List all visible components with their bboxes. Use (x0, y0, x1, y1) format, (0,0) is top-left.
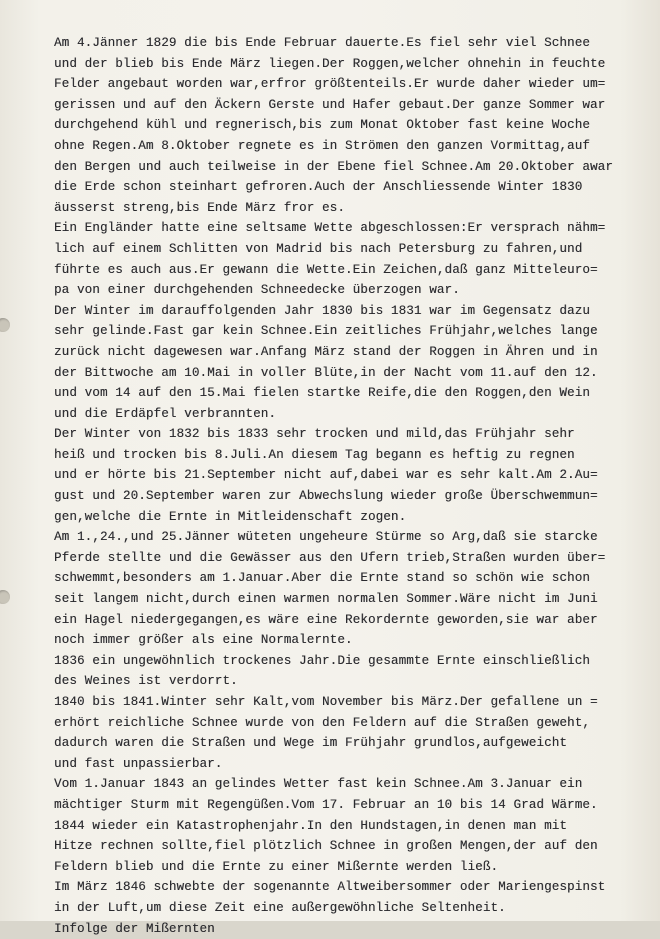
text-line: 1844 wieder ein Katastrophenjahr.In den Hundstagen,in denen man mit (54, 818, 568, 833)
text-line: Am 1.,24.,und 25.Jänner wüteten ungeheure Stürme so Arg,daß sie starcke (54, 530, 598, 545)
text-line: schwemmt,besonders am 1.Januar.Aber die Ernte stand so schön wie schon (54, 571, 591, 586)
text-line: den Bergen und auch teilweise in der Ebene fiel Schnee.Am 20.Oktober awar (54, 159, 613, 174)
text-line: und fast unpassierbar. (54, 756, 223, 771)
text-line: führte es auch aus.Er gewann die Wette.Ein Zeichen,daß ganz Mitteleuro= (54, 262, 598, 277)
text-line: und vom 14 auf den 15.Mai fielen startke Reife,die den Roggen,den Wein (54, 386, 591, 401)
text-line: pa von einer durchgehenden Schneedecke überzogen war. (54, 283, 460, 298)
text-line: gust und 20.September waren zur Abwechslung wieder große Überschwemmun= (54, 489, 598, 504)
typewritten-text (54, 33, 654, 939)
punch-hole (0, 590, 10, 604)
text-line: Infolge der Mißernten (54, 921, 215, 936)
text-line: noch immer größer als eine Normalernte. (54, 633, 353, 648)
text-line: erhört reichliche Schnee wurde von den Feldern auf die Straßen geweht, (54, 715, 591, 730)
text-line: Vom 1.Januar 1843 an gelindes Wetter fast kein Schnee.Am 3.Januar ein (54, 777, 583, 792)
text-line: durchgehend kühl und regnerisch,bis zum Monat Oktober fast keine Woche (54, 118, 591, 133)
text-line: Pferde stellte und die Gewässer aus den Ufern trieb,Straßen wurden über= (54, 550, 606, 565)
text-line: und er hörte bis 21.September nicht auf,dabei war es sehr kalt.Am 2.Au= (54, 468, 598, 483)
text-line: sehr gelinde.Fast gar kein Schnee.Ein zeitliches Frühjahr,welches lange (54, 324, 598, 339)
text-line: Am 4.Jänner 1829 die bis Ende Februar dauerte.Es fiel sehr viel Schnee (54, 36, 591, 50)
text-line: und die Erdäpfel verbrannten. (54, 406, 277, 421)
text-line: der Bittwoche am 10.Mai in voller Blüte,in der Nacht vom 11.auf den 12. (54, 365, 598, 380)
punch-hole (0, 318, 10, 332)
text-line: Felder angebaut worden war,erfror größtenteils.Er wurde daher wieder um= (54, 77, 606, 92)
text-line: seit langem nicht,durch einen warmen normalen Sommer.Wäre nicht im Juni (54, 592, 598, 607)
text-line: ohne Regen.Am 8.Oktober regnete es in Strömen den ganzen Vormittag,auf (54, 138, 591, 153)
text-line: 1836 ein ungewöhnlich trockenes Jahr.Die gesammte Ernte einschließlich (54, 653, 591, 668)
text-line: Der Winter von 1832 bis 1833 sehr trocken und mild,das Frühjahr sehr (54, 427, 575, 442)
text-line: Im März 1846 schwebte der sogenannte Altweibersommer oder Mariengespinst (54, 880, 606, 895)
text-line: in der Luft,um diese Zeit eine außergewöhnliche Seltenheit. (54, 900, 506, 915)
text-line: heiß und trocken bis 8.Juli.An diesem Tag begann es heftig zu regnen (54, 447, 575, 462)
text-line: 1840 bis 1841.Winter sehr Kalt,vom November bis März.Der gefallene un = (54, 695, 598, 709)
text-line: Hitze rechnen sollte,fiel plötzlich Schnee in großen Mengen,der auf den (54, 839, 598, 854)
text-line: äusserst streng,bis Ende März fror es. (54, 200, 345, 215)
text-line: Der Winter im darauffolgenden Jahr 1830 bis 1831 war im Gegensatz dazu (54, 303, 591, 318)
text-line: zurück nicht dagewesen war.Anfang März stand der Roggen in Ähren und in (54, 344, 598, 359)
text-line: des Weines ist verdorrt. (54, 674, 238, 689)
text-line: ein Hagel niedergegangen,es wäre eine Rekordernte geworden,sie war aber (54, 612, 598, 627)
text-line: die Erde schon steinhart gefroren.Auch der Anschliessende Winter 1830 (54, 180, 583, 195)
text-line: mächtiger Sturm mit Regengüßen.Vom 17. Februar an 10 bis 14 Grad Wärme. (54, 797, 598, 812)
text-line: dadurch waren die Straßen und Wege im Frühjahr grundlos,aufgeweicht (54, 736, 568, 751)
text-line: Feldern blieb und die Ernte zu einer Mißernte werden ließ. (54, 859, 499, 874)
text-line: lich auf einem Schlitten von Madrid bis nach Petersburg zu fahren,und (54, 241, 583, 256)
text-line: gerissen und auf den Äckern Gerste und Hafer gebaut.Der ganze Sommer war (54, 97, 606, 112)
text-line: gen,welche die Ernte in Mitleidenschaft zogen. (54, 509, 407, 524)
text-line: und der blieb bis Ende März liegen.Der Roggen,welcher ohnehin in feuchte (54, 56, 606, 71)
text-line: Ein Engländer hatte eine seltsame Wette abgeschlossen:Er versprach nähm= (54, 221, 606, 236)
